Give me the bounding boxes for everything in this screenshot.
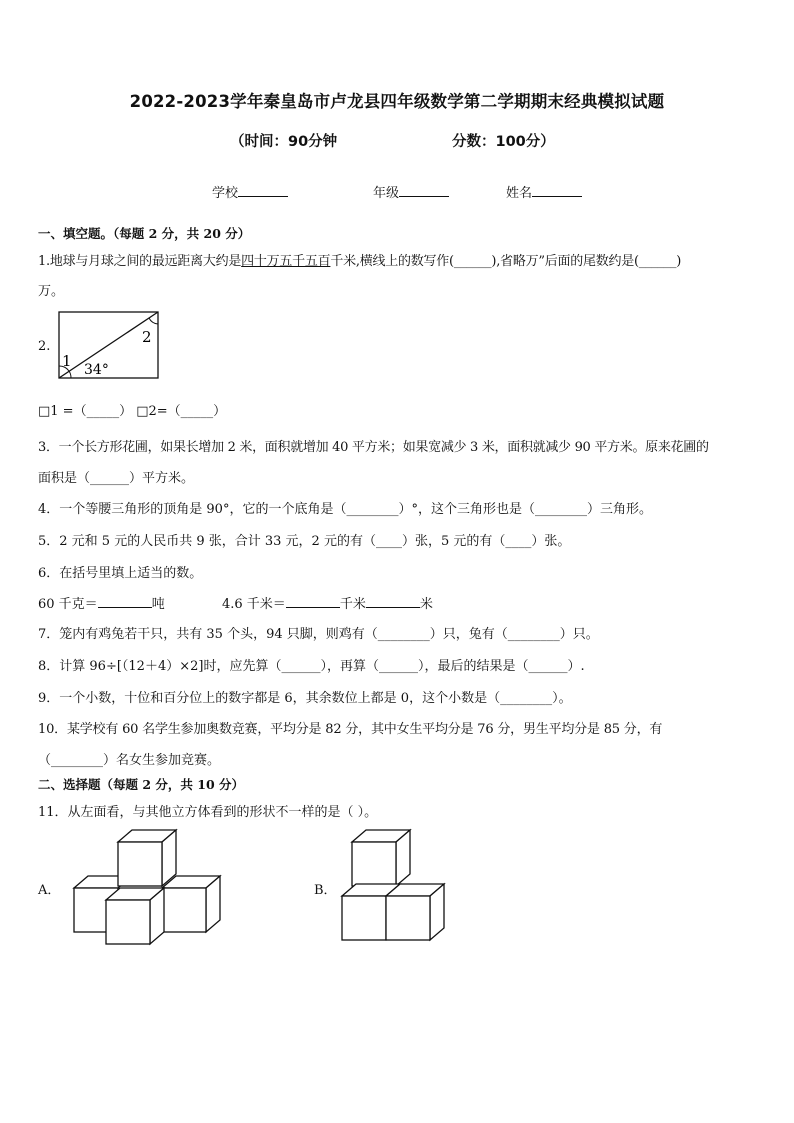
grade-blank [399,184,449,197]
q1-pre: 1.地球与月球之间的最远距离大约是 [38,254,242,269]
option-b-cubes[interactable] [338,826,462,948]
school-label: 学校 [212,186,239,201]
exam-time: （时间：90分钟 [230,134,338,150]
question-10-line2: （________）名女生参加竞赛。 [38,753,221,768]
option-b-label[interactable]: B． [314,883,337,898]
question-10: 10．某学校有 60 名学生参加奥数竞赛，平均分是 82 分，其中女生平均分是 76 分，男生平均分是 85 分，有 [38,722,663,737]
question-11: 11．从左面看，与其他立方体看到的形状不一样的是（ ）。 [38,805,378,820]
angle-arc-2 [149,318,158,324]
option-a-cubes[interactable] [70,826,222,948]
cube-b-right-front [386,896,430,940]
question-1 [38,250,681,269]
q6-a-unit: 吨 [151,597,165,612]
q1-underlined: 四十万五千五百 [241,254,331,269]
section-choice-title: 二、选择题（每题 2 分，共 10 分） [38,777,245,792]
option-a-label[interactable]: A． [38,883,61,898]
q1-post: 千米,横线上的数写作(______),省略万”后面的尾数约是(______) [330,254,682,269]
grade-field [373,182,449,201]
school-blank [238,184,288,197]
q6-b-blank1 [286,596,340,608]
cube-a-front-front [106,900,150,944]
q6-a-text: 60 千克＝ [38,597,98,612]
q6-b-text: 4.6 千米＝ [222,597,286,612]
cube-b-top-front [352,842,396,886]
grade-label: 年级 [373,186,400,201]
cube-a-top-front [118,842,162,886]
angle-label-1: 1 [62,352,72,370]
cube-a-right-front [162,888,206,932]
q6-part-b [222,593,433,612]
question-1-line2: 万。 [38,284,65,299]
angle-arc-34 [69,371,71,378]
q2-number: 2. [38,339,51,354]
rectangle-angle-figure [56,308,162,382]
cube-b-left-front [342,896,386,940]
angle-label-2: 2 [142,328,152,346]
section-fill-in-title: 一、填空题。（每题 2 分，共 20 分） [38,226,251,241]
q6-a-blank [98,596,152,608]
name-blank [532,184,582,197]
question-7: 7．笼内有鸡兔若干只，共有 35 个头，94 只脚，则鸡有（________）只，兔有（________）只。 [38,627,599,642]
q6-b-unit1: 千米 [339,597,366,612]
school-field [212,182,288,201]
question-5: 5．2 元和 5 元的人民币共 9 张，合计 33 元，2 元的有（____）张，5 元的有（____）张。 [38,534,571,549]
q2-answer: □1 =（_____） □2=（_____） [38,404,227,419]
name-field [506,182,582,201]
page-title: 2022-2023学年秦皇岛市卢龙县四年级数学第二学期期末经典模拟试题 [129,92,665,111]
question-3-line2: 面积是（______）平方米。 [38,471,195,486]
question-3: 3．一个长方形花圃，如果长增加 2 米，面积就增加 40 平方米；如果宽减少 3 米，面积就减少 90 平方米。原来花圃的 [38,440,709,455]
question-9: 9．一个小数，十位和百分位上的数字都是 6，其余数位上都是 0，这个小数是（________）。 [38,691,572,706]
q6-b-unit2: 米 [419,597,433,612]
exam-score: 分数：100分） [452,134,555,150]
q6-part-a [38,593,165,612]
question-6: 6．在括号里填上适当的数。 [38,566,203,581]
name-label: 姓名 [506,186,533,201]
question-8: 8．计算 96÷[（12＋4）×2]时，应先算（______），再算（______），最后的结果是（______）. [38,659,585,674]
q6-b-blank2 [366,596,420,608]
angle-label-34: 34° [84,362,109,378]
question-4: 4．一个等腰三角形的顶角是 90°，它的一个底角是（________）°，这个三角形也是（________）三角形。 [38,502,652,517]
